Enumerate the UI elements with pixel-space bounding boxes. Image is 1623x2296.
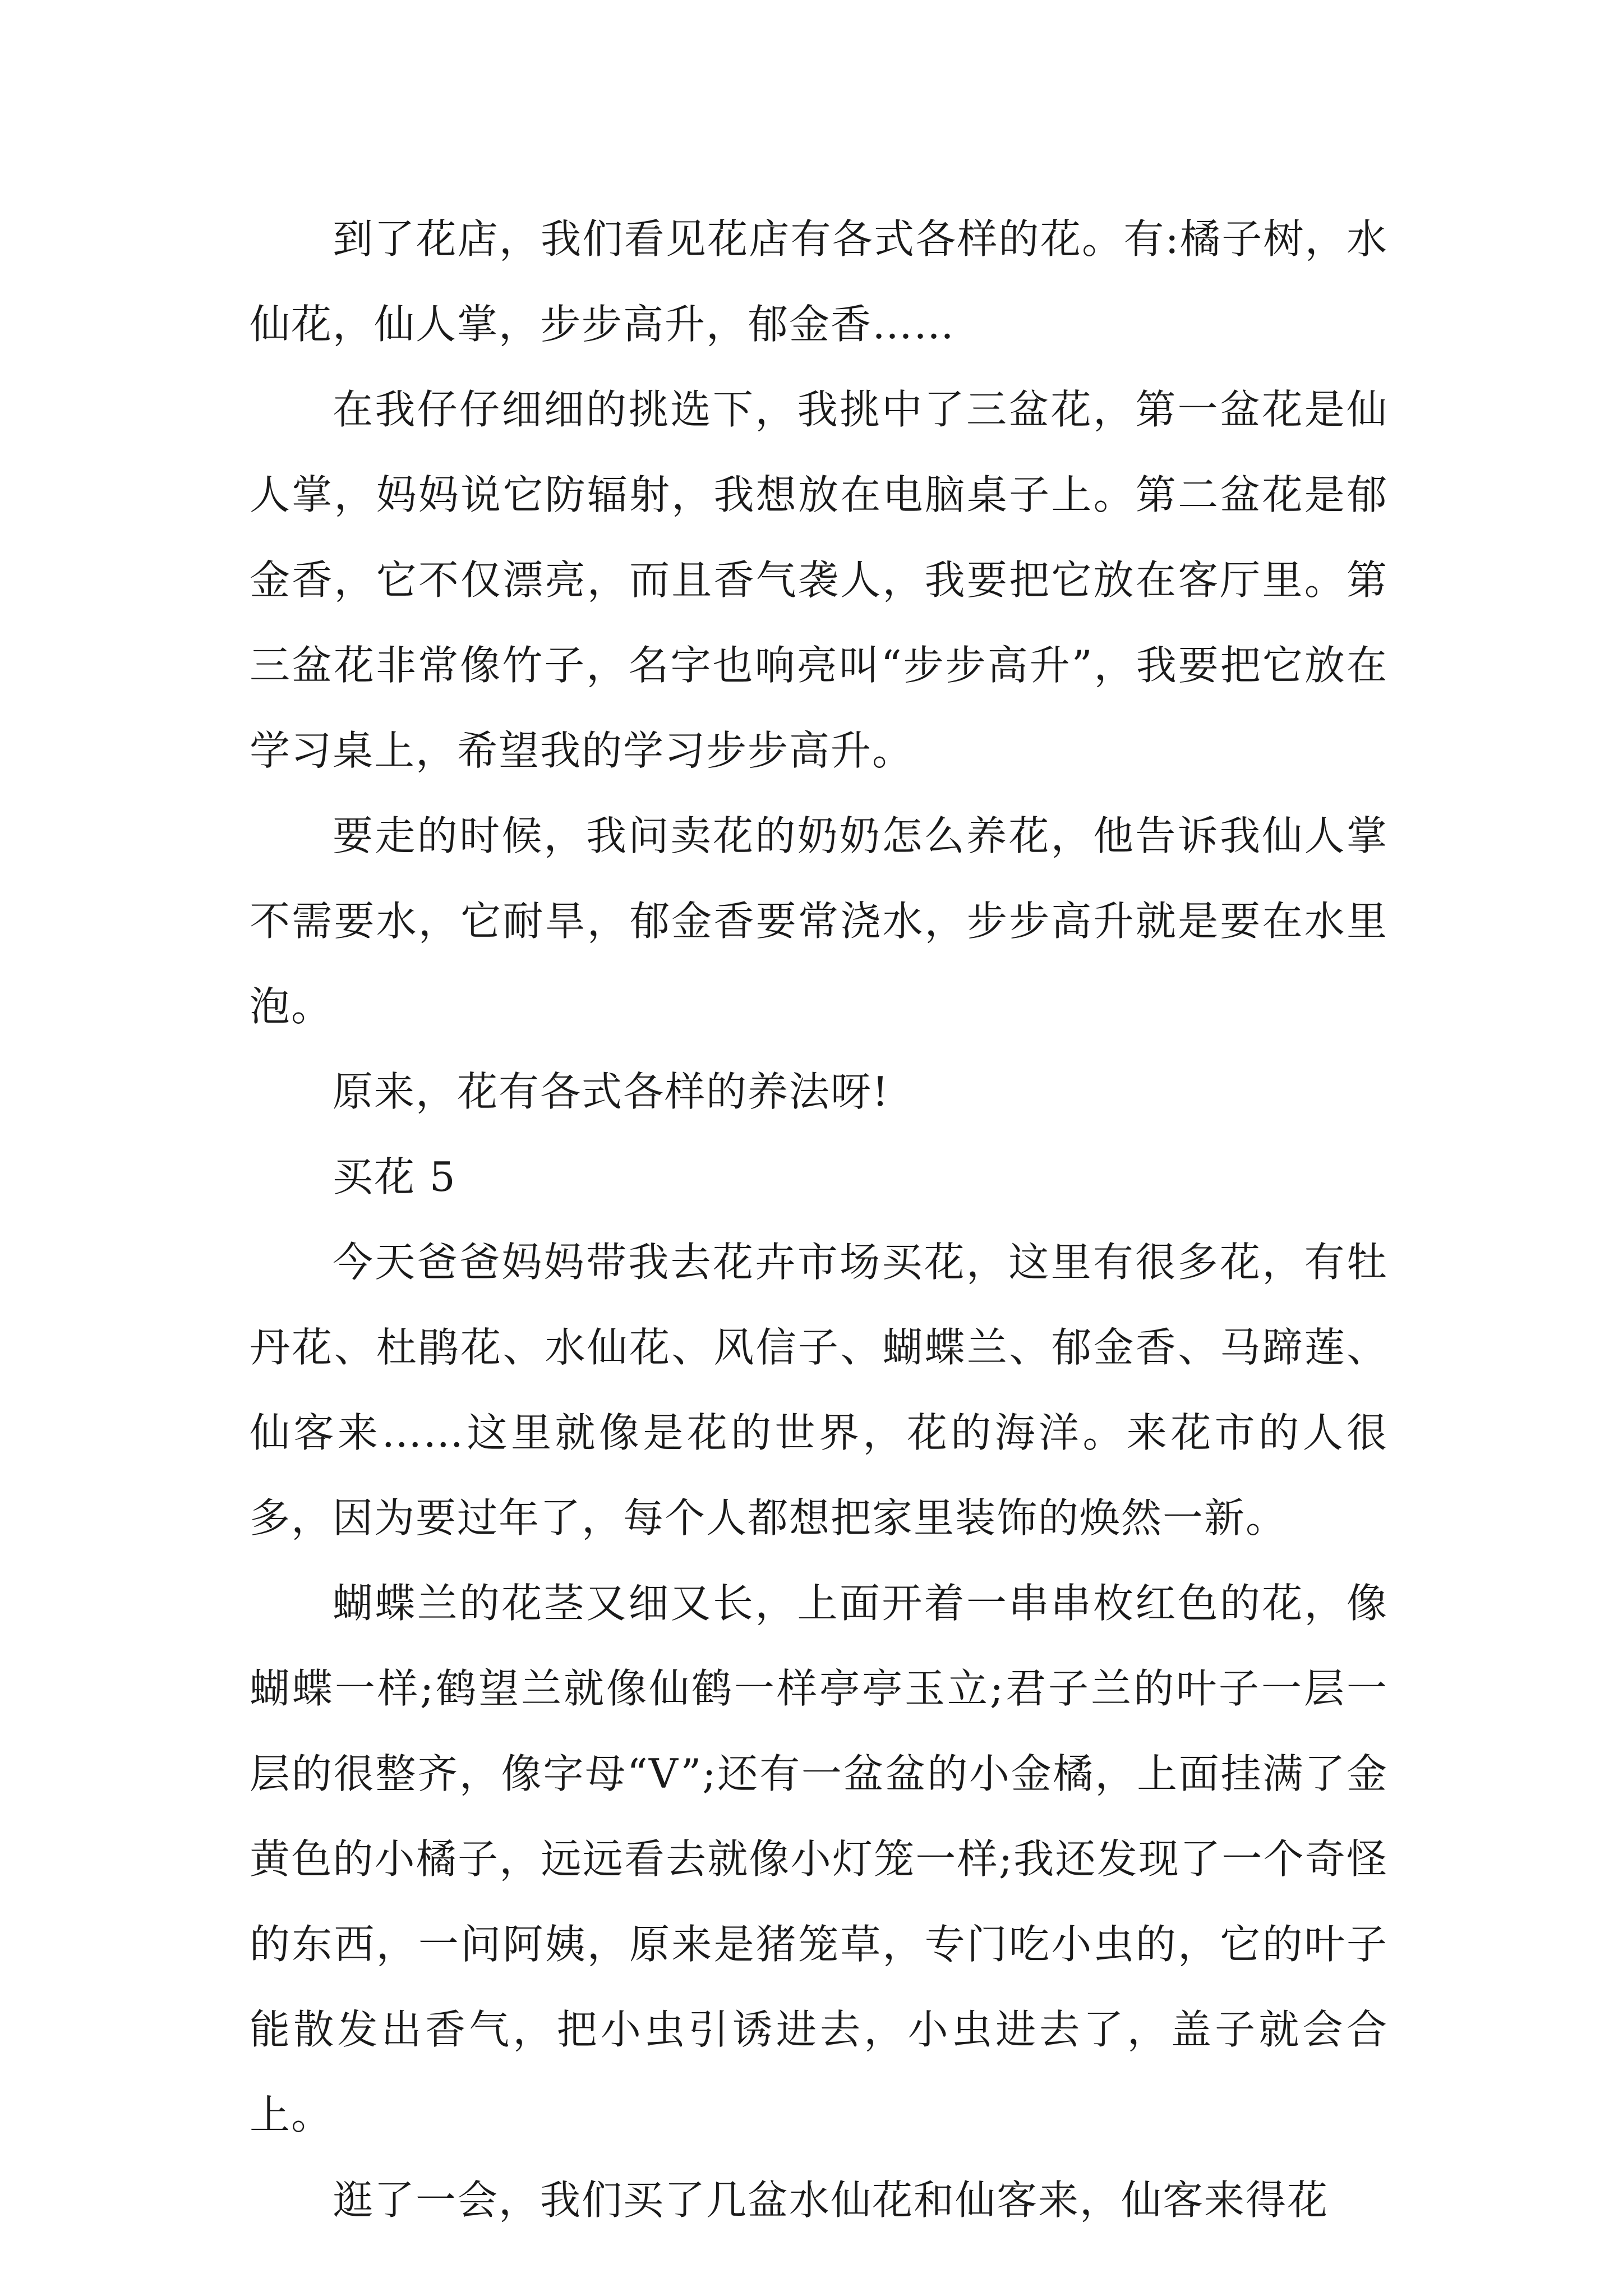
paragraph-flower-descriptions: 蝴蝶兰的花茎又细又长，上面开着一串串枚红色的花，像蝴蝶一样;鹤望兰就像仙鹤一样亭亭玉立;君子兰的叶子一层一层的很整齐，像字母“V”;还有一盆盆的小金橘，上面挂满了金黄色的小橘子，远远看去就像小灯笼一样;我还发现了一个奇怪的东西，一问阿姨，原来是猪笼草，专门吃小虫的，它的叶子能散发出香气，把小虫引诱进去，小虫进去了，盖子就会合上。 bbox=[250, 1580, 1388, 2138]
paragraph-flower-shop: 到了花店，我们看见花店有各式各样的花。有:橘子树，水仙花，仙人掌，步步高升，郁金香…… bbox=[250, 215, 1388, 348]
paragraph-purchase: 逛了一会，我们买了几盆水仙花和仙客来，仙客来得花 bbox=[333, 2177, 1329, 2224]
section-heading: 买花 5 bbox=[333, 1153, 457, 1200]
paragraph-selection: 在我仔仔细细的挑选下，我挑中了三盆花，第一盆花是仙人掌，妈妈说它防辐射，我想放在电脑桌子上。第二盆花是郁金香，它不仅漂亮，而且香气袭人，我要把它放在客厅里。第三盆花非常像竹子，名字也响亮叫“步步高升”，我要把它放在学习桌上，希望我的学习步步高升。 bbox=[250, 386, 1388, 774]
paragraph-flower-market: 今天爸爸妈妈带我去花卉市场买花，这里有很多花，有牡丹花、杜鹃花、水仙花、风信子、蝴蝶兰、郁金香、马蹄莲、仙客来……这里就像是花的世界，花的海洋。来花市的人很多，因为要过年了，每个人都想把家里装饰的焕然一新。 bbox=[250, 1239, 1388, 1542]
document-body bbox=[250, 196, 1388, 2243]
paragraph-conclusion: 原来，花有各式各样的养法呀! bbox=[333, 1068, 889, 1115]
paragraph-care-advice: 要走的时候，我问卖花的奶奶怎么养花，他告诉我仙人掌不需要水，它耐旱，郁金香要常浇水，步步高升就是要在水里泡。 bbox=[250, 812, 1388, 1030]
